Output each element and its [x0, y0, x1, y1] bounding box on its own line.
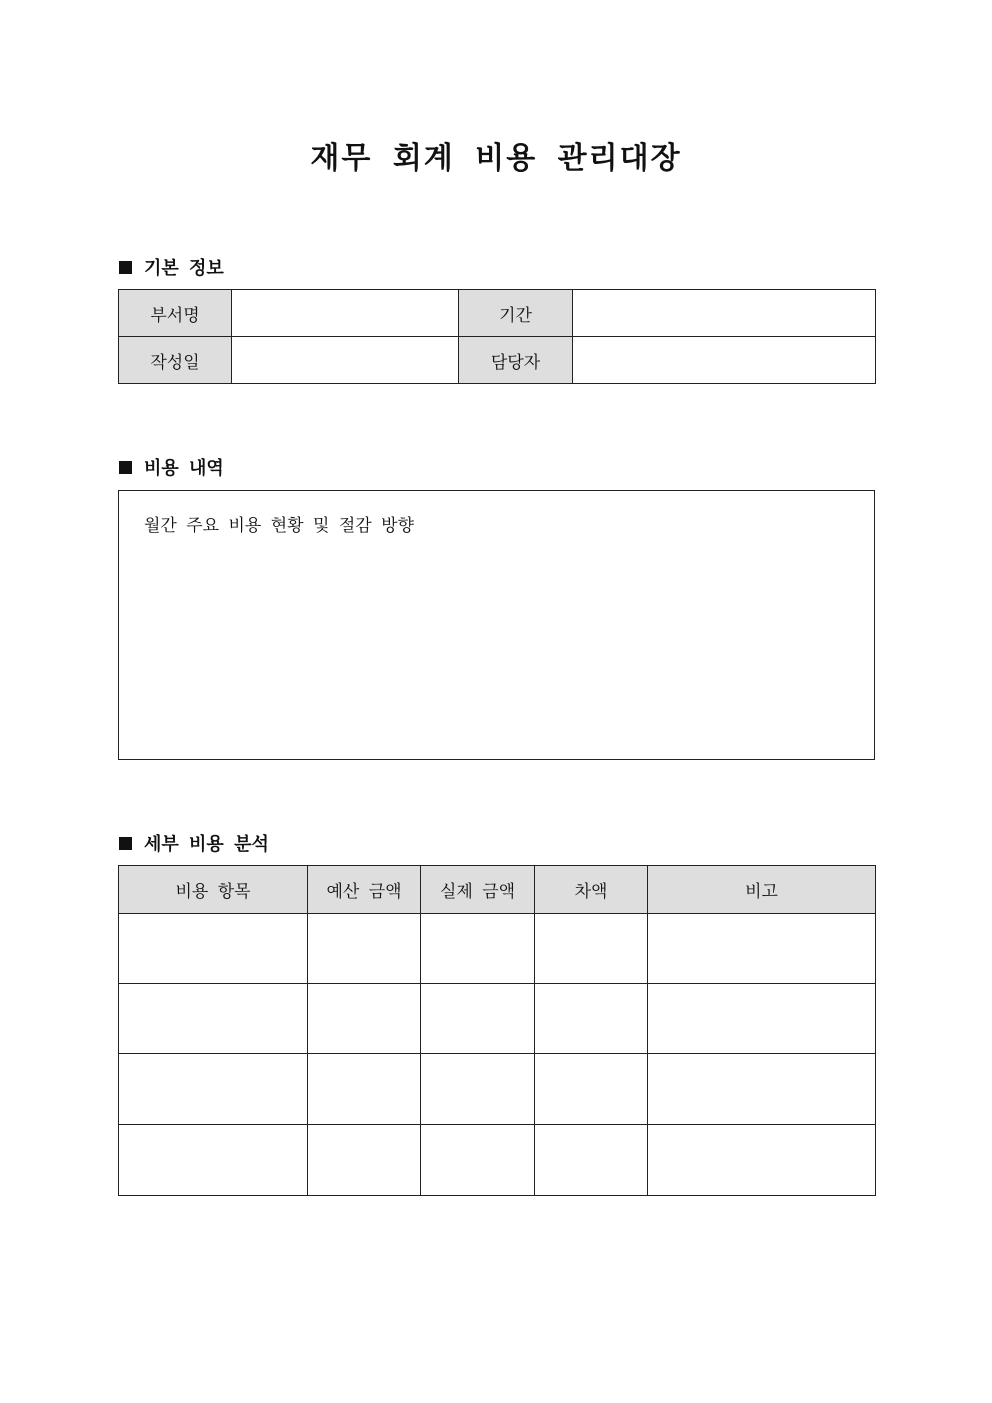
- analysis-heading-text: 세부 비용 분석: [144, 834, 269, 855]
- cell-note[interactable]: [648, 984, 876, 1054]
- square-bullet-icon: [119, 261, 132, 274]
- column-header-item: 비용 항목: [119, 866, 308, 914]
- square-bullet-icon: [119, 461, 132, 474]
- analysis-heading: [119, 830, 269, 856]
- table-header-row: [119, 866, 876, 914]
- analysis-table: [118, 865, 876, 1196]
- cell-note[interactable]: [648, 1125, 876, 1196]
- period-value[interactable]: [573, 290, 876, 337]
- cell-note[interactable]: [648, 1054, 876, 1125]
- expense-memo-text: 월간 주요 비용 현황 및 절감 방향: [144, 516, 414, 536]
- basic-info-table: [118, 289, 876, 384]
- expense-memo-box[interactable]: [118, 490, 875, 760]
- cell-item[interactable]: [119, 1054, 308, 1125]
- cell-difference[interactable]: [535, 984, 648, 1054]
- cell-difference[interactable]: [535, 1125, 648, 1196]
- table-row: [119, 914, 876, 984]
- cell-note[interactable]: [648, 914, 876, 984]
- column-header-note: 비고: [648, 866, 876, 914]
- cell-budget[interactable]: [308, 984, 421, 1054]
- cell-difference[interactable]: [535, 914, 648, 984]
- basic-info-heading: [119, 254, 224, 280]
- department-label: 부서명: [119, 290, 232, 337]
- cell-actual[interactable]: [421, 914, 535, 984]
- cell-budget[interactable]: [308, 1125, 421, 1196]
- table-row: [119, 1125, 876, 1196]
- table-row: [119, 984, 876, 1054]
- expense-details-heading: [119, 454, 224, 480]
- cell-actual[interactable]: [421, 984, 535, 1054]
- department-value[interactable]: [232, 290, 459, 337]
- cell-item[interactable]: [119, 914, 308, 984]
- manager-value[interactable]: [573, 337, 876, 384]
- document-title: 재무 회계 비용 관리대장: [310, 141, 682, 176]
- table-row: [119, 337, 876, 384]
- cell-actual[interactable]: [421, 1054, 535, 1125]
- column-header-difference: 차액: [535, 866, 648, 914]
- created-date-value[interactable]: [232, 337, 459, 384]
- cell-budget[interactable]: [308, 1054, 421, 1125]
- cell-actual[interactable]: [421, 1125, 535, 1196]
- column-header-budget: 예산 금액: [308, 866, 421, 914]
- expense-details-heading-text: 비용 내역: [144, 458, 224, 479]
- created-date-label: 작성일: [119, 337, 232, 384]
- cell-item[interactable]: [119, 984, 308, 1054]
- table-row: [119, 1054, 876, 1125]
- cell-item[interactable]: [119, 1125, 308, 1196]
- period-label: 기간: [459, 290, 573, 337]
- cell-budget[interactable]: [308, 914, 421, 984]
- table-row: [119, 290, 876, 337]
- basic-info-heading-text: 기본 정보: [144, 258, 224, 279]
- cell-difference[interactable]: [535, 1054, 648, 1125]
- square-bullet-icon: [119, 837, 132, 850]
- column-header-actual: 실제 금액: [421, 866, 535, 914]
- manager-label: 담당자: [459, 337, 573, 384]
